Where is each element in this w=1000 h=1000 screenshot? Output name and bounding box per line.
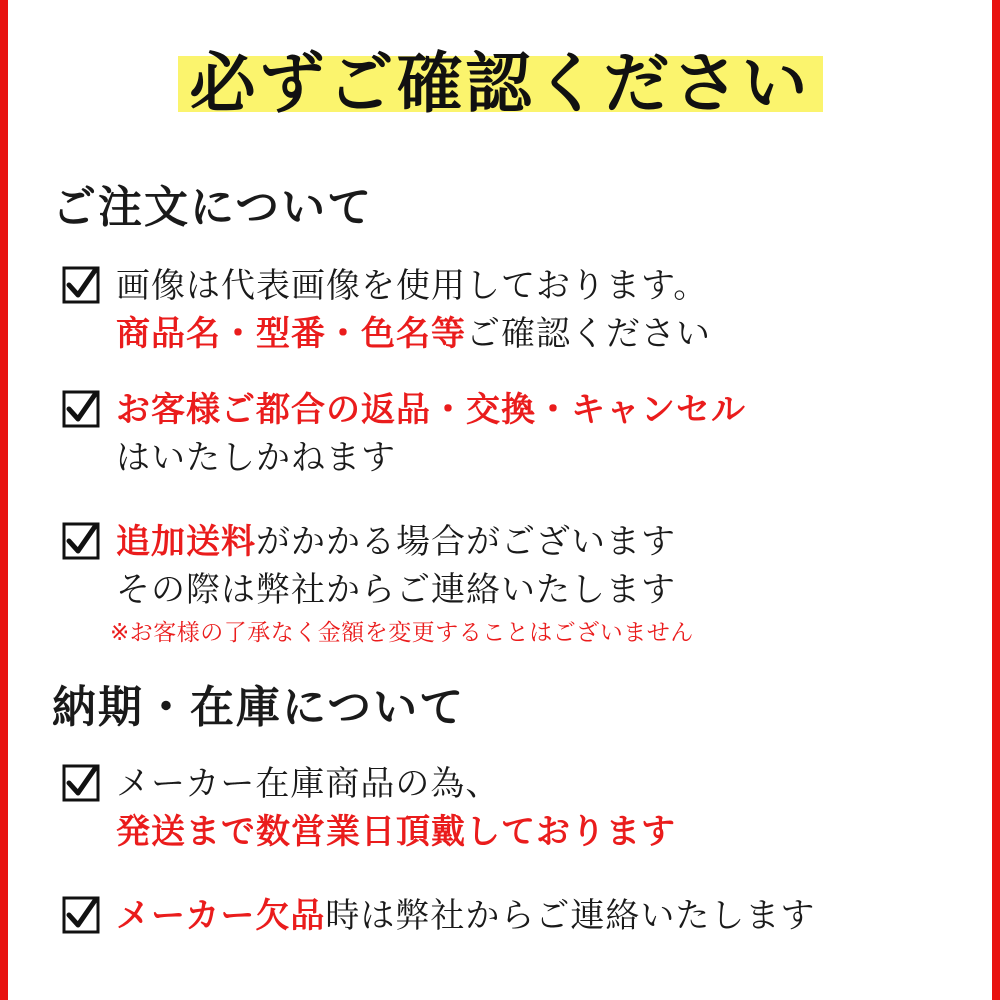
checkbox-checked-icon	[62, 522, 100, 560]
section-heading-order: ご注文について	[52, 182, 374, 233]
item-line	[116, 892, 954, 940]
item-lines	[116, 386, 954, 482]
list-item	[62, 262, 954, 358]
title-band	[178, 38, 823, 130]
item-line	[116, 310, 954, 358]
page-title	[16, 38, 984, 130]
line-black: 画像は代表画像を使用しております。	[116, 266, 709, 306]
checkbox-checked-icon	[62, 764, 100, 802]
item-lines	[110, 518, 954, 650]
line-black: がかかる場合がございます	[256, 522, 676, 562]
item-line	[116, 262, 954, 310]
line-red: メーカー欠品	[116, 896, 326, 936]
checkbox-checked-icon	[62, 896, 100, 934]
item-line	[116, 518, 954, 566]
list-item	[62, 892, 954, 940]
item-line: メーカー在庫商品の為、	[116, 764, 501, 804]
list-item	[62, 518, 954, 650]
line-red: 追加送料	[116, 522, 256, 562]
item-lines	[116, 892, 954, 940]
item-note: ※お客様の了承なく金額を変更することはございません	[110, 620, 694, 646]
item-lines	[116, 760, 954, 856]
section-heading-delivery: 納期・在庫について	[52, 682, 466, 733]
checkbox-checked-icon	[62, 390, 100, 428]
list-item	[62, 386, 954, 482]
checkbox-checked-icon	[62, 266, 100, 304]
line-red: 商品名・型番・色名等	[116, 314, 466, 354]
line-black: 時は弊社からご連絡いたします	[325, 896, 816, 936]
line-black: ご確認ください	[466, 314, 711, 354]
item-line: 発送まで数営業日頂戴しております	[116, 812, 676, 852]
item-line: その際は弊社からご連絡いたします	[116, 570, 676, 610]
item-lines	[116, 262, 954, 358]
title-text: 必ずご確認ください	[189, 45, 811, 122]
list-item	[62, 760, 954, 856]
item-line: はいたしかねます	[116, 438, 396, 478]
page-inner	[16, 0, 984, 1000]
item-line: お客様ご都合の返品・交換・キャンセル	[116, 390, 746, 430]
